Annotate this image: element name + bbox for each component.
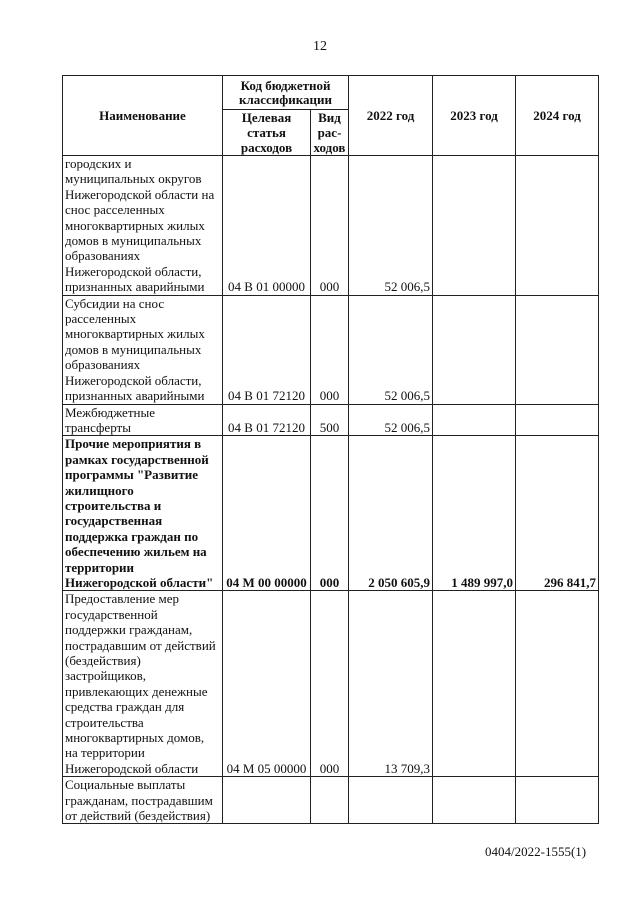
row-value-2022: 52 006,5 [349,404,433,436]
row-value-2022: 13 709,3 [349,591,433,777]
row-expense-type: 000 [311,591,349,777]
header-2024: 2024 год [516,76,599,156]
table-row [63,436,599,591]
row-value-2023 [433,156,516,296]
header-target-article: Целевая статья расходов [223,110,311,156]
row-target-code: 04 В 01 72120 [223,404,311,436]
row-name: Субсидии на снос расселенных многоквартирных жилых домов в муниципальных образованиях Нижегородской области, признанных аварийными [63,295,223,404]
row-name: Межбюджетные трансферты [63,404,223,436]
row-value-2024 [516,404,599,436]
row-expense-type: 000 [311,156,349,296]
row-expense-type: 000 [311,295,349,404]
row-target-code: 04 М 05 00000 [223,591,311,777]
row-target-code: 04 М 00 00000 [223,436,311,591]
row-name: Предоставление мер государственной поддержки гражданам, пострадавшим от действий (бездействия) застройщиков, привлекающих денежные средства граждан для строительства многоквартирных домов, на территории Нижегородской области [63,591,223,777]
header-2022: 2022 год [349,76,433,156]
budget-table [62,75,599,824]
row-expense-type: 000 [311,436,349,591]
document-code: 0404/2022-1555(1) [485,844,587,859]
header-expense-type: Вид рас-ходов [311,110,349,156]
row-value-2023 [433,777,516,824]
row-name: Прочие мероприятия в рамках государственной программы "Развитие жилищного строительства и государственная поддержка граждан по обеспечению жильем на территории Нижегородской области" [63,436,223,591]
row-value-2023 [433,591,516,777]
header-2023: 2023 год [433,76,516,156]
row-value-2023 [433,295,516,404]
table-row [63,156,599,296]
row-value-2022 [349,777,433,824]
row-value-2024 [516,591,599,777]
row-value-2024: 296 841,7 [516,436,599,591]
row-target-code: 04 В 01 72120 [223,295,311,404]
table-row [63,404,599,436]
header-code-group: Код бюджетной классификации [223,76,349,110]
row-value-2024 [516,295,599,404]
row-value-2023 [433,404,516,436]
row-target-code [223,777,311,824]
row-value-2022: 2 050 605,9 [349,436,433,591]
row-value-2023: 1 489 997,0 [433,436,516,591]
header-name: Наименование [63,76,223,156]
table-row [63,591,599,777]
row-value-2022: 52 006,5 [349,156,433,296]
row-value-2022: 52 006,5 [349,295,433,404]
row-target-code: 04 В 01 00000 [223,156,311,296]
row-value-2024 [516,156,599,296]
table-row [63,777,599,824]
table-body [63,156,599,824]
table-row [63,295,599,404]
row-value-2024 [516,777,599,824]
row-name: городских и муниципальных округов Нижегородской области на снос расселенных многоквартирных жилых домов в муниципальных образованиях Нижегородской области, признанных аварийными [63,156,223,296]
row-expense-type [311,777,349,824]
row-name: Социальные выплаты гражданам, пострадавшим от действий (бездействия) [63,777,223,824]
page-number: 12 [313,39,327,54]
row-expense-type: 500 [311,404,349,436]
